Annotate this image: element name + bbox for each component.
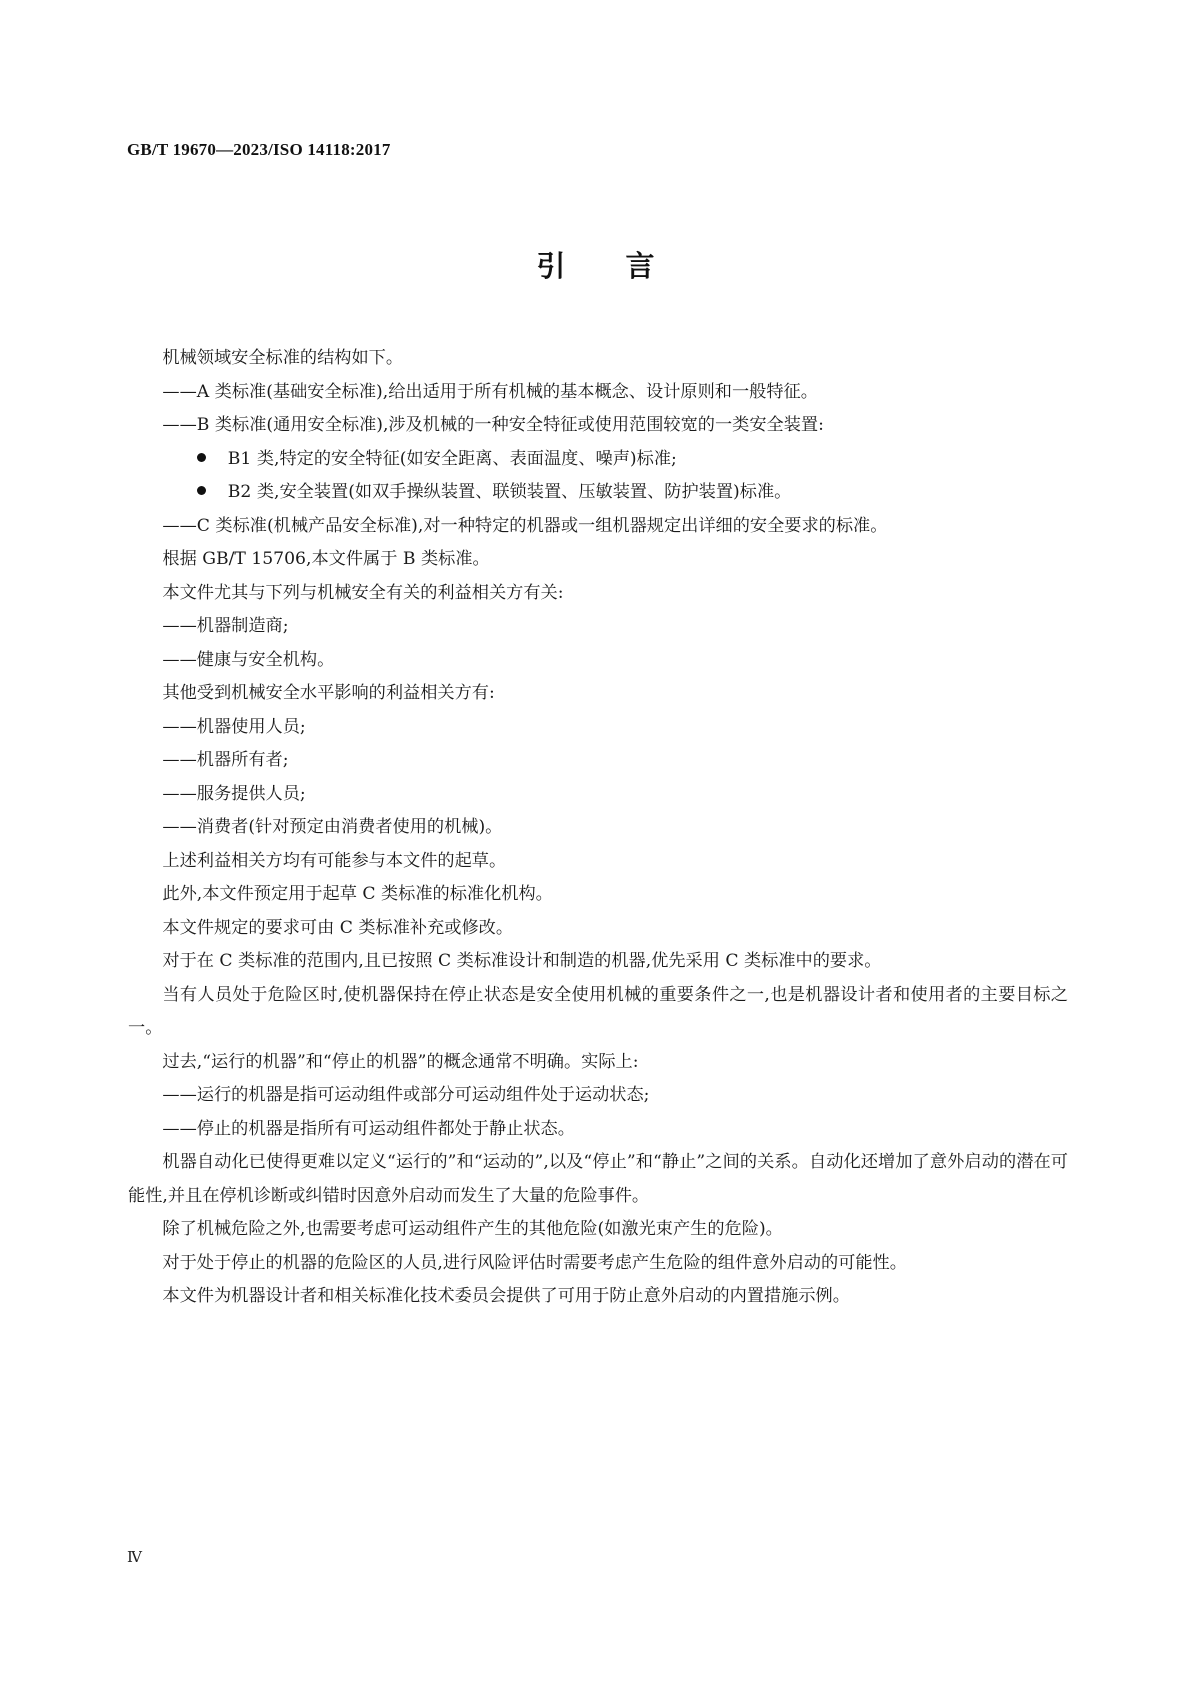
paragraph: 除了机械危险之外,也需要考虑可运动组件产生的其他危险(如激光束产生的危险)。 — [162, 1219, 783, 1239]
dash-item: ——健康与安全机构。 — [162, 649, 335, 670]
introduction-body — [128, 342, 1068, 1314]
dash-item: ——消费者(针对预定由消费者使用的机械)。 — [162, 817, 503, 837]
page-number: Ⅳ — [127, 1550, 142, 1566]
paragraph: 本文件尤其与下列与机械安全有关的利益相关方有关: — [162, 582, 564, 603]
dash-item: ——机器所有者; — [162, 750, 289, 770]
title-char-2: 言 — [625, 249, 655, 283]
paragraph: 过去,“运行的机器”和“停止的机器”的概念通常不明确。实际上: — [162, 1051, 639, 1072]
paragraph: 对于在 C 类标准的范围内,且已按照 C 类标准设计和制造的机器,优先采用 C 类标准中的要求。 — [162, 951, 882, 971]
dash-item: ——机器使用人员; — [162, 716, 306, 737]
bullet-icon — [197, 486, 206, 495]
paragraph: 机器自动化已使得更难以定义“运行的”和“运动的”,以及“停止”和“静止”之间的关系。自动化还增加了意外启动的潜在可能性,并且在停机诊断或纠错时因意外启动而发生了大量的危险事件。 — [128, 1152, 1068, 1206]
dash-item: ——机器制造商; — [162, 616, 289, 636]
paragraph: 本文件规定的要求可由 C 类标准补充或修改。 — [162, 917, 514, 938]
paragraph: 此外,本文件预定用于起草 C 类标准的标准化机构。 — [162, 884, 553, 904]
paragraph: 对于处于停止的机器的危险区的人员,进行风险评估时需要考虑产生危险的组件意外启动的可能性。 — [162, 1252, 907, 1273]
bullet-item — [128, 476, 1068, 510]
standard-code-header: GB/T 19670—2023/ISO 14118:2017 — [127, 140, 391, 159]
bullet-icon — [197, 453, 206, 462]
bullet-text: B2 类,安全装置(如双手操纵装置、联锁装置、压敏装置、防护装置)标准。 — [227, 482, 792, 502]
paragraph: 根据 GB/T 15706,本文件属于 B 类标准。 — [162, 549, 490, 569]
dash-item: ——B 类标准(通用安全标准),涉及机械的一种安全特征或使用范围较宽的一类安全装置: — [162, 415, 824, 435]
page-title — [0, 244, 1191, 285]
paragraph: 其他受到机械安全水平影响的利益相关方有: — [162, 683, 495, 703]
paragraph: 本文件为机器设计者和相关标准化技术委员会提供了可用于防止意外启动的内置措施示例。 — [162, 1286, 850, 1306]
bullet-text: B1 类,特定的安全特征(如安全距离、表面温度、噪声)标准; — [227, 448, 677, 469]
paragraph: 当有人员处于危险区时,使机器保持在停止状态是安全使用机械的重要条件之一,也是机器设计者和使用者的主要目标之一。 — [128, 984, 1068, 1038]
bullet-item — [128, 443, 1068, 477]
title-char-1: 引 — [536, 249, 566, 283]
paragraph: 上述利益相关方均有可能参与本文件的起草。 — [162, 850, 507, 871]
dash-item: ——运行的机器是指可运动组件或部分可运动组件处于运动状态; — [162, 1085, 650, 1105]
dash-item: ——停止的机器是指所有可运动组件都处于静止状态。 — [162, 1118, 575, 1139]
dash-item: ——A 类标准(基础安全标准),给出适用于所有机械的基本概念、设计原则和一般特征。 — [162, 381, 818, 402]
dash-item: ——C 类标准(机械产品安全标准),对一种特定的机器或一组机器规定出详细的安全要求的标准。 — [162, 515, 888, 536]
paragraph: 机械领域安全标准的结构如下。 — [162, 348, 404, 368]
dash-item: ——服务提供人员; — [162, 783, 306, 804]
